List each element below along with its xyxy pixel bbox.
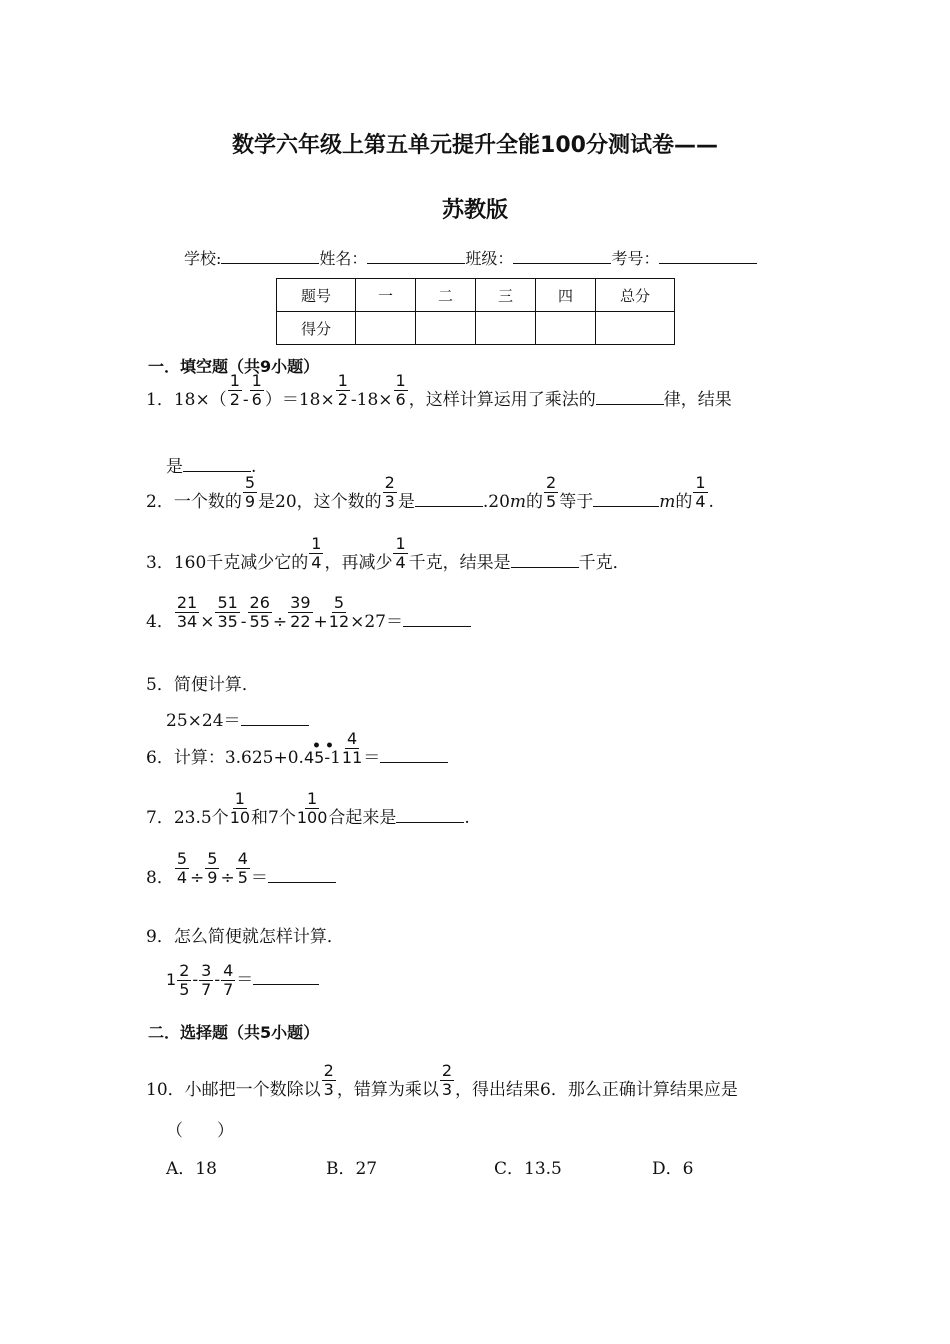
fraction: $\frac{5}{9}$ — [207, 849, 218, 887]
option-b[interactable]: B．27 — [326, 1159, 378, 1179]
fraction: $\frac{51}{35}$ — [217, 593, 238, 631]
text: .20 — [482, 492, 510, 512]
question-number: 2． — [146, 492, 174, 512]
repeating-digits: 45 — [303, 748, 325, 767]
number-label: 考号： — [611, 249, 660, 268]
question-5 — [146, 670, 259, 695]
fraction: $\frac{4}{11}$ — [341, 729, 363, 767]
table-header-cell: 总分 — [596, 279, 675, 312]
fraction: $\frac{1}{4}$ — [395, 534, 406, 572]
repeating-dots: •• — [312, 738, 338, 754]
answer-blank[interactable] — [415, 492, 483, 507]
unit-m: m — [659, 492, 676, 512]
question-9 — [146, 922, 344, 947]
class-blank — [513, 249, 611, 264]
text: -18× — [350, 390, 393, 410]
text: 等于 — [559, 492, 594, 512]
score-cell[interactable] — [536, 312, 596, 345]
question-2 — [146, 473, 714, 521]
text: ÷ — [272, 612, 288, 632]
table-header-cell: 一 — [356, 279, 416, 312]
text: 18×（ — [173, 390, 227, 410]
text: × — [200, 612, 215, 632]
text: 的 — [675, 492, 693, 512]
text: ÷ — [220, 868, 235, 888]
text: . — [708, 492, 714, 512]
score-cell[interactable] — [416, 312, 476, 345]
page-subtitle: 苏教版 — [441, 198, 508, 223]
answer-blank[interactable] — [596, 390, 664, 405]
question-number: 3． — [146, 553, 174, 573]
unit-m: m — [509, 492, 527, 512]
text: ，再减少 — [324, 553, 393, 573]
score-cell[interactable] — [476, 312, 536, 345]
text: 千克，结果是 — [408, 553, 511, 573]
table-header-cell: 题号 — [277, 279, 356, 312]
class-label: 班级： — [465, 249, 514, 268]
question-4 — [146, 593, 471, 641]
option-c[interactable]: C．13.5 — [494, 1159, 562, 1179]
score-table-score-row — [277, 312, 675, 345]
score-table-header-row — [277, 279, 675, 312]
answer-blank[interactable] — [396, 808, 464, 823]
question-number: 8． — [146, 868, 174, 888]
text: 1 — [166, 970, 177, 989]
score-cell[interactable] — [596, 312, 675, 345]
section-heading: 一．填空题（共9小题） — [148, 357, 320, 376]
option-a[interactable]: A．18 — [166, 1159, 217, 1179]
fraction: $\frac{2}{3}$ — [441, 1061, 453, 1099]
text: + — [313, 612, 328, 632]
answer-blank[interactable] — [511, 553, 579, 568]
text: ＝ — [363, 748, 381, 768]
question-8 — [146, 849, 336, 897]
option-d[interactable]: D．6 — [652, 1159, 694, 1179]
question-9-expr — [166, 962, 319, 999]
answer-blank[interactable] — [380, 748, 448, 763]
text: ＝ — [250, 868, 268, 888]
answer-blank[interactable] — [593, 492, 659, 507]
fraction: $\frac{5}{9}$ — [244, 473, 256, 511]
fraction: $\frac{2}{3}$ — [323, 1061, 334, 1099]
text: 律，结果 — [663, 390, 732, 410]
fraction: $\frac{3}{7}$ — [201, 961, 212, 999]
fraction: $\frac{1}{6}$ — [395, 371, 406, 409]
text: . — [464, 808, 470, 828]
question-number: 1． — [146, 390, 174, 410]
text: 160千克减少它的 — [173, 553, 309, 573]
text: -1 — [324, 748, 341, 768]
fraction: $\frac{1}{4}$ — [311, 534, 322, 572]
fraction: $\frac{2}{5}$ — [179, 961, 190, 999]
name-blank — [367, 249, 465, 264]
table-header-cell: 四 — [536, 279, 596, 312]
answer-blank[interactable] — [183, 457, 251, 472]
fraction: $\frac{39}{22}$ — [290, 593, 311, 631]
fraction: $\frac{2}{5}$ — [546, 473, 557, 511]
answer-paren[interactable]: （ ） — [166, 1121, 234, 1141]
text: ）＝18× — [264, 390, 335, 410]
text: ，这样计算运用了乘法的 — [408, 390, 596, 410]
question-number: 10． — [146, 1080, 185, 1100]
text: 计算：3.625+0. — [173, 748, 304, 768]
text: 小邮把一个数除以 — [184, 1080, 321, 1100]
school-blank — [221, 249, 319, 264]
fraction: $\frac{1}{10}$ — [229, 789, 251, 827]
text: 是 — [397, 492, 415, 512]
answer-blank[interactable] — [253, 970, 319, 985]
fraction: $\frac{4}{7}$ — [223, 961, 234, 999]
table-header-cell: 三 — [476, 279, 536, 312]
fraction: $\frac{1}{4}$ — [695, 473, 706, 511]
question-10 — [146, 1061, 738, 1109]
text: 23.5个 — [173, 808, 229, 828]
fraction: $\frac{2}{3}$ — [384, 473, 395, 511]
fraction: $\frac{21}{34}$ — [176, 593, 198, 631]
text: 的 — [526, 492, 544, 512]
text: ×27＝ — [350, 612, 404, 632]
fraction: $\frac{5}{4}$ — [176, 849, 188, 887]
text: 一个数的 — [173, 492, 242, 512]
question-number: 9． — [146, 927, 174, 947]
fraction: $\frac{1}{6}$ — [251, 371, 262, 409]
question-number: 6． — [146, 748, 174, 768]
question-3 — [146, 534, 630, 582]
text: 是 — [166, 457, 183, 477]
text: ÷ — [190, 868, 205, 888]
fraction: $\frac{1}{2}$ — [337, 371, 348, 409]
question-1 — [146, 371, 732, 419]
question-7 — [146, 789, 470, 837]
fraction: $\frac{1}{100}$ — [296, 789, 328, 827]
name-label: 姓名： — [319, 249, 368, 268]
text: 简便计算． — [173, 675, 259, 695]
page-title: 数学六年级上第五单元提升全能100分测试卷—— — [232, 133, 718, 158]
question-number: 4． — [146, 612, 174, 632]
question-number: 5． — [146, 675, 174, 695]
text: - — [192, 970, 199, 990]
table-row-label: 得分 — [277, 312, 356, 345]
student-info-line — [184, 246, 757, 269]
text: - — [242, 390, 249, 410]
text: 是20，这个数的 — [258, 492, 382, 512]
section-heading: 二．选择题（共5小题） — [148, 1023, 320, 1042]
answer-blank[interactable] — [241, 711, 309, 726]
text: ＝ — [236, 970, 254, 990]
text: - — [240, 612, 247, 632]
school-label: 学校: — [184, 249, 222, 268]
table-header-cell: 二 — [416, 279, 476, 312]
text: 千克． — [578, 553, 630, 573]
text: . — [251, 457, 257, 477]
text: ，得出结果6．那么正确计算结果应是 — [455, 1080, 738, 1100]
fraction: $\frac{4}{5}$ — [237, 849, 248, 887]
question-6 — [146, 729, 448, 777]
question-5-expr — [166, 706, 309, 731]
fraction: $\frac{5}{12}$ — [328, 593, 350, 631]
text: 合起来是 — [328, 808, 397, 828]
question-number: 7． — [146, 808, 174, 828]
score-table — [276, 278, 675, 345]
text: - — [214, 970, 221, 990]
answer-blank[interactable] — [403, 612, 471, 627]
text: 25×24＝ — [166, 711, 241, 731]
score-cell[interactable] — [356, 312, 416, 345]
text: ，错算为乘以 — [336, 1080, 439, 1100]
answer-blank[interactable] — [268, 868, 336, 883]
text: 怎么简便就怎样计算． — [173, 927, 344, 947]
number-blank — [659, 249, 757, 264]
text: 和7个 — [251, 808, 296, 828]
fraction: $\frac{1}{2}$ — [229, 371, 240, 409]
fraction: $\frac{26}{55}$ — [249, 593, 270, 631]
